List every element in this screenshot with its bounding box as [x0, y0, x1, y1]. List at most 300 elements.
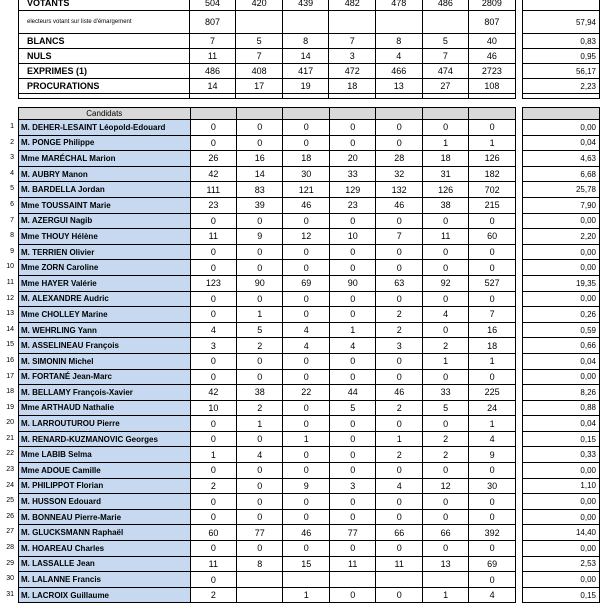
candidate-votes: 42: [190, 385, 236, 401]
candidate-votes: 0: [237, 463, 283, 479]
summary-row: [19, 11, 600, 34]
spacer: [515, 416, 522, 432]
candidate-votes: 0: [329, 120, 375, 136]
candidate-votes: 0: [422, 120, 468, 136]
summary-value: 5: [422, 34, 469, 49]
candidate-votes: 126: [422, 182, 468, 198]
spacer: [515, 135, 522, 151]
candidate-percent: 1,10: [522, 478, 599, 494]
candidate-votes: 3: [376, 338, 422, 354]
candidate-row: [19, 307, 600, 323]
candidate-votes: 9: [283, 478, 329, 494]
candidate-votes: 0: [283, 541, 329, 557]
candidate-percent: 7,90: [522, 197, 599, 213]
candidate-votes: 0: [329, 213, 375, 229]
candidate-votes: 0: [237, 135, 283, 151]
candidate-votes: 23: [329, 197, 375, 213]
summary-value: 482: [329, 0, 376, 11]
candidate-row: [19, 369, 600, 385]
candidate-votes: 0: [329, 307, 375, 323]
candidate-votes: 0: [376, 509, 422, 525]
candidate-votes: 0: [422, 541, 468, 557]
candidate-votes: 0: [237, 291, 283, 307]
candidate-votes: 0: [190, 463, 236, 479]
gap-cell: [236, 94, 283, 99]
summary-value: 11: [189, 49, 236, 64]
candidate-votes: 5: [422, 400, 468, 416]
candidate-percent: 0,00: [522, 494, 599, 510]
candidate-votes: 0: [469, 463, 515, 479]
candidate-row: [19, 120, 600, 136]
candidate-percent: 8,26: [522, 385, 599, 401]
row-number: 24: [6, 481, 14, 489]
candidate-name: M. BELLAMY François-Xavier: [19, 385, 191, 401]
summary-value: 7: [329, 34, 376, 49]
candidate-votes: 0: [376, 587, 422, 603]
candidate-votes: 0: [190, 135, 236, 151]
candidate-votes: 0: [469, 509, 515, 525]
spacer: [515, 151, 522, 167]
candidate-votes: 0: [469, 244, 515, 260]
spacer: [515, 400, 522, 416]
summary-label: PROCURATIONS: [19, 79, 190, 94]
candidate-name: M. LALANNE Francis: [19, 572, 191, 588]
candidate-percent: 0,00: [522, 572, 599, 588]
spacer: [515, 338, 522, 354]
candidate-votes: 0: [237, 431, 283, 447]
spacer: [515, 556, 522, 572]
spacer: [515, 260, 522, 276]
candidate-votes: 83: [237, 182, 283, 198]
candidate-votes: 0: [237, 478, 283, 494]
spacer: [515, 166, 522, 182]
candidate-votes: 1: [422, 353, 468, 369]
candidate-votes: 111: [190, 182, 236, 198]
summary-label: NULS: [19, 49, 190, 64]
candidate-row: [19, 182, 600, 198]
candidate-votes: 0: [283, 509, 329, 525]
candidate-votes: 2: [376, 307, 422, 323]
candidate-votes: 0: [283, 291, 329, 307]
candidate-name: M. GLUCKSMANN Raphaël: [19, 525, 191, 541]
candidate-row: [19, 431, 600, 447]
candidate-votes: 0: [329, 541, 375, 557]
gap-cell: [422, 94, 469, 99]
summary-row: [19, 79, 600, 94]
summary-value: 420: [236, 0, 283, 11]
summary-value: 504: [189, 0, 236, 11]
candidate-name: M. FORTANÉ Jean-Marc: [19, 369, 191, 385]
candidate-percent: 0,04: [522, 353, 599, 369]
candidate-row: [19, 587, 600, 603]
candidate-row: [19, 400, 600, 416]
candidate-votes: 39: [237, 197, 283, 213]
candidate-row: [19, 572, 600, 588]
candidate-votes: 0: [376, 494, 422, 510]
candidate-votes: 0: [376, 213, 422, 229]
candidate-votes: 1: [283, 587, 329, 603]
candidate-votes: 46: [376, 385, 422, 401]
candidate-votes: 0: [329, 431, 375, 447]
row-numbers: [0, 119, 16, 602]
candidate-votes: 0: [329, 416, 375, 432]
summary-value: 466: [375, 64, 422, 79]
candidate-name: M. WEHRLING Yann: [19, 322, 191, 338]
candidate-votes: 0: [469, 572, 515, 588]
row-number: 20: [6, 419, 14, 427]
candidate-votes: 33: [422, 385, 468, 401]
candidate-name: M. HOAREAU Charles: [19, 541, 191, 557]
row-number: 12: [6, 294, 14, 302]
candidate-votes: 38: [422, 197, 468, 213]
candidate-votes: 0: [422, 260, 468, 276]
candidate-row: [19, 229, 600, 245]
candidate-votes: 2: [422, 338, 468, 354]
summary-value: 807: [189, 11, 236, 34]
candidate-name: M. LACROIX Guillaume: [19, 587, 191, 603]
candidate-votes: 32: [376, 166, 422, 182]
row-number: 13: [6, 310, 14, 318]
candidate-name: Mme LABIB Selma: [19, 447, 191, 463]
candidate-row: [19, 322, 600, 338]
candidate-votes: 14: [237, 166, 283, 182]
candidate-percent: 0,04: [522, 135, 599, 151]
candidate-votes: 5: [237, 322, 283, 338]
candidate-row: [19, 213, 600, 229]
spacer: [515, 244, 522, 260]
candidate-votes: 60: [469, 229, 515, 245]
row-number: 22: [6, 450, 14, 458]
row-number: 28: [6, 544, 14, 552]
candidate-votes: 0: [237, 494, 283, 510]
candidate-percent: 0,33: [522, 447, 599, 463]
candidate-votes: 0: [237, 260, 283, 276]
candidate-name: M. ALEXANDRE Audric: [19, 291, 191, 307]
candidate-votes: 0: [469, 369, 515, 385]
summary-value: 5: [236, 34, 283, 49]
candidate-votes: 28: [376, 151, 422, 167]
row-number: 27: [6, 528, 14, 536]
candidate-percent: 0,00: [522, 260, 599, 276]
spacer: [515, 369, 522, 385]
candidate-votes: [237, 587, 283, 603]
summary-value: 472: [329, 64, 376, 79]
candidate-votes: 0: [190, 572, 236, 588]
candidate-name: M. AUBRY Manon: [19, 166, 191, 182]
candidate-votes: 0: [469, 541, 515, 557]
candidate-votes: 1: [283, 431, 329, 447]
summary-percent: 0,83: [522, 34, 599, 49]
candidate-row: [19, 166, 600, 182]
candidate-votes: 46: [376, 197, 422, 213]
summary-value: [422, 11, 469, 34]
candidate-votes: 0: [469, 120, 515, 136]
candidate-votes: 0: [329, 587, 375, 603]
spacer: [515, 229, 522, 245]
candidate-row: [19, 541, 600, 557]
summary-value: 2809: [469, 0, 516, 11]
spacer: [515, 494, 522, 510]
candidate-row: [19, 416, 600, 432]
candidate-votes: 182: [469, 166, 515, 182]
candidate-percent: 0,00: [522, 120, 599, 136]
spacer: [515, 353, 522, 369]
candidate-votes: 0: [329, 463, 375, 479]
spacer: [515, 11, 522, 34]
summary-value: 108: [469, 79, 516, 94]
candidate-votes: 12: [422, 478, 468, 494]
candidate-name: M. ASSELINEAU François: [19, 338, 191, 354]
candidate-percent: 0,59: [522, 322, 599, 338]
candidate-name: M. HUSSON Edouard: [19, 494, 191, 510]
candidate-votes: 0: [283, 463, 329, 479]
candidate-votes: 0: [329, 291, 375, 307]
candidate-name: Mme TOUSSAINT Marie: [19, 197, 191, 213]
candidate-votes: 0: [329, 509, 375, 525]
spacer: [515, 463, 522, 479]
candidate-votes: 23: [190, 197, 236, 213]
candidate-percent: 4,63: [522, 151, 599, 167]
candidate-votes: 0: [376, 353, 422, 369]
candidate-percent: 0,15: [522, 587, 599, 603]
candidate-votes: 0: [422, 494, 468, 510]
candidate-votes: 13: [422, 556, 468, 572]
candidate-votes: 0: [190, 416, 236, 432]
candidates-header: Candidats: [19, 108, 191, 120]
candidate-votes: 38: [237, 385, 283, 401]
candidate-percent: 0,04: [522, 416, 599, 432]
candidate-votes: 9: [469, 447, 515, 463]
candidate-row: [19, 478, 600, 494]
row-number: 8: [10, 232, 14, 240]
row-number: 16: [6, 356, 14, 364]
candidate-row: [19, 353, 600, 369]
spacer: [515, 197, 522, 213]
row-number: 18: [6, 388, 14, 396]
candidate-votes: 215: [469, 197, 515, 213]
candidate-row: [19, 135, 600, 151]
candidate-votes: 30: [283, 166, 329, 182]
candidate-row: [19, 525, 600, 541]
candidate-name: M. PONGE Philippe: [19, 135, 191, 151]
candidate-row: [19, 385, 600, 401]
candidate-votes: 9: [237, 229, 283, 245]
candidate-row: [19, 275, 600, 291]
candidate-votes: 11: [376, 556, 422, 572]
candidate-votes: 0: [283, 494, 329, 510]
candidate-votes: 0: [237, 120, 283, 136]
candidate-name: Mme ADOUE Camille: [19, 463, 191, 479]
candidate-votes: 3: [190, 338, 236, 354]
candidate-name: M. TERRIEN Olivier: [19, 244, 191, 260]
row-number: 17: [6, 372, 14, 380]
row-number: 14: [6, 325, 14, 333]
candidate-votes: 44: [329, 385, 375, 401]
candidate-votes: 92: [422, 275, 468, 291]
summary-value: 46: [469, 49, 516, 64]
summary-percent: 0,95: [522, 49, 599, 64]
candidate-votes: 0: [376, 541, 422, 557]
candidate-percent: 2,20: [522, 229, 599, 245]
row-number: 6: [10, 200, 14, 208]
summary-value: [329, 11, 376, 34]
candidate-percent: 19,35: [522, 275, 599, 291]
candidate-votes: 0: [329, 135, 375, 151]
candidate-votes: 0: [237, 353, 283, 369]
candidate-name: Mme THOUY Hélène: [19, 229, 191, 245]
candidate-votes: 0: [469, 260, 515, 276]
candidate-votes: 0: [283, 353, 329, 369]
candidate-votes: 0: [283, 400, 329, 416]
candidate-row: [19, 244, 600, 260]
candidate-votes: 0: [283, 213, 329, 229]
candidate-votes: 0: [422, 416, 468, 432]
candidate-votes: 60: [190, 525, 236, 541]
candidate-votes: 0: [237, 369, 283, 385]
candidate-votes: 0: [376, 244, 422, 260]
candidate-votes: 0: [376, 369, 422, 385]
candidate-votes: 24: [469, 400, 515, 416]
candidate-percent: 0,15: [522, 431, 599, 447]
candidate-votes: 77: [237, 525, 283, 541]
candidate-votes: 46: [283, 197, 329, 213]
spacer: [515, 0, 522, 11]
gap-cell: [19, 94, 190, 99]
candidate-votes: 0: [329, 353, 375, 369]
candidates-header-row: [19, 108, 600, 120]
summary-percent: 2,23: [522, 79, 599, 94]
candidate-votes: 0: [190, 509, 236, 525]
summary-value: [282, 11, 329, 34]
gap-cell: [189, 94, 236, 99]
candidate-votes: 30: [469, 478, 515, 494]
candidate-votes: 2: [376, 447, 422, 463]
candidate-votes: 4: [376, 478, 422, 494]
candidate-name: M. BARDELLA Jordan: [19, 182, 191, 198]
candidate-votes: 3: [329, 478, 375, 494]
candidate-row: [19, 338, 600, 354]
candidate-name: M. AZERGUI Nagib: [19, 213, 191, 229]
candidate-votes: 0: [283, 307, 329, 323]
spacer: [515, 525, 522, 541]
candidate-name: M. BONNEAU Pierre-Marie: [19, 509, 191, 525]
candidate-votes: 4: [329, 338, 375, 354]
candidate-votes: 1: [469, 353, 515, 369]
candidate-votes: 0: [422, 244, 468, 260]
candidate-votes: 0: [376, 120, 422, 136]
candidate-votes: 126: [469, 151, 515, 167]
candidate-votes: 1: [422, 587, 468, 603]
summary-value: 7: [189, 34, 236, 49]
spacer: [515, 307, 522, 323]
candidate-votes: 90: [329, 275, 375, 291]
candidate-name: Mme ZORN Caroline: [19, 260, 191, 276]
candidate-votes: 12: [283, 229, 329, 245]
candidate-votes: 1: [237, 416, 283, 432]
candidate-name: Mme CHOLLEY Marine: [19, 307, 191, 323]
candidate-votes: 132: [376, 182, 422, 198]
candidate-name: M. LASSALLE Jean: [19, 556, 191, 572]
candidate-votes: 0: [283, 120, 329, 136]
candidate-votes: 0: [190, 291, 236, 307]
candidate-votes: 0: [422, 509, 468, 525]
candidate-votes: 0: [376, 260, 422, 276]
candidate-votes: 123: [190, 275, 236, 291]
row-number: 5: [10, 185, 14, 193]
candidate-votes: 2: [376, 322, 422, 338]
candidate-row: [19, 291, 600, 307]
summary-label: VOTANTS: [19, 0, 190, 11]
candidate-votes: 5: [329, 400, 375, 416]
candidate-votes: [237, 572, 283, 588]
candidate-percent: 14,40: [522, 525, 599, 541]
summary-label: BLANCS: [19, 34, 190, 49]
candidate-votes: 1: [422, 135, 468, 151]
summary-label: EXPRIMES (1): [19, 64, 190, 79]
candidate-percent: 2,53: [522, 556, 599, 572]
row-number: 10: [6, 263, 14, 271]
row-number: 26: [6, 512, 14, 520]
summary-row: [19, 64, 600, 79]
row-number: 19: [6, 403, 14, 411]
row-number: 25: [6, 497, 14, 505]
row-number: 4: [10, 169, 14, 177]
gap-cell: [282, 94, 329, 99]
row-number: 2: [10, 138, 14, 146]
spacer: [515, 541, 522, 557]
candidate-votes: 0: [283, 369, 329, 385]
summary-value: 13: [375, 79, 422, 94]
row-number: 30: [6, 575, 14, 583]
candidate-votes: 0: [190, 307, 236, 323]
candidate-percent: 25,78: [522, 182, 599, 198]
candidate-votes: 0: [329, 494, 375, 510]
candidate-name: M. SIMONIN Michel: [19, 353, 191, 369]
candidate-votes: 16: [237, 151, 283, 167]
candidate-votes: 0: [237, 244, 283, 260]
candidate-percent: 0,00: [522, 291, 599, 307]
candidate-row: [19, 197, 600, 213]
candidate-votes: 90: [237, 275, 283, 291]
candidate-votes: 4: [283, 338, 329, 354]
candidate-votes: 66: [422, 525, 468, 541]
row-number: 1: [10, 123, 14, 130]
candidate-percent: 6,68: [522, 166, 599, 182]
spacer: [515, 64, 522, 79]
candidate-votes: 22: [283, 385, 329, 401]
row-number: 7: [10, 216, 14, 224]
candidate-votes: 0: [190, 244, 236, 260]
summary-value: 40: [469, 34, 516, 49]
candidate-name: M. RENARD-KUZMANOVIC Georges: [19, 431, 191, 447]
summary-percent: 57,94: [522, 11, 599, 34]
candidate-votes: 4: [190, 322, 236, 338]
summary-label: electeurs votant sur liste d'émargement: [19, 11, 190, 34]
candidate-votes: 0: [422, 463, 468, 479]
summary-value: 486: [189, 64, 236, 79]
candidate-votes: 4: [469, 431, 515, 447]
candidate-name: Mme ARTHAUD Nathalie: [19, 400, 191, 416]
candidate-votes: 0: [190, 494, 236, 510]
summary-value: 2723: [469, 64, 516, 79]
candidate-votes: 4: [422, 307, 468, 323]
summary-table: [18, 0, 600, 99]
summary-value: [236, 11, 283, 34]
summary-value: 19: [282, 79, 329, 94]
candidate-votes: 0: [329, 369, 375, 385]
spacer: [515, 182, 522, 198]
candidate-votes: 10: [190, 400, 236, 416]
